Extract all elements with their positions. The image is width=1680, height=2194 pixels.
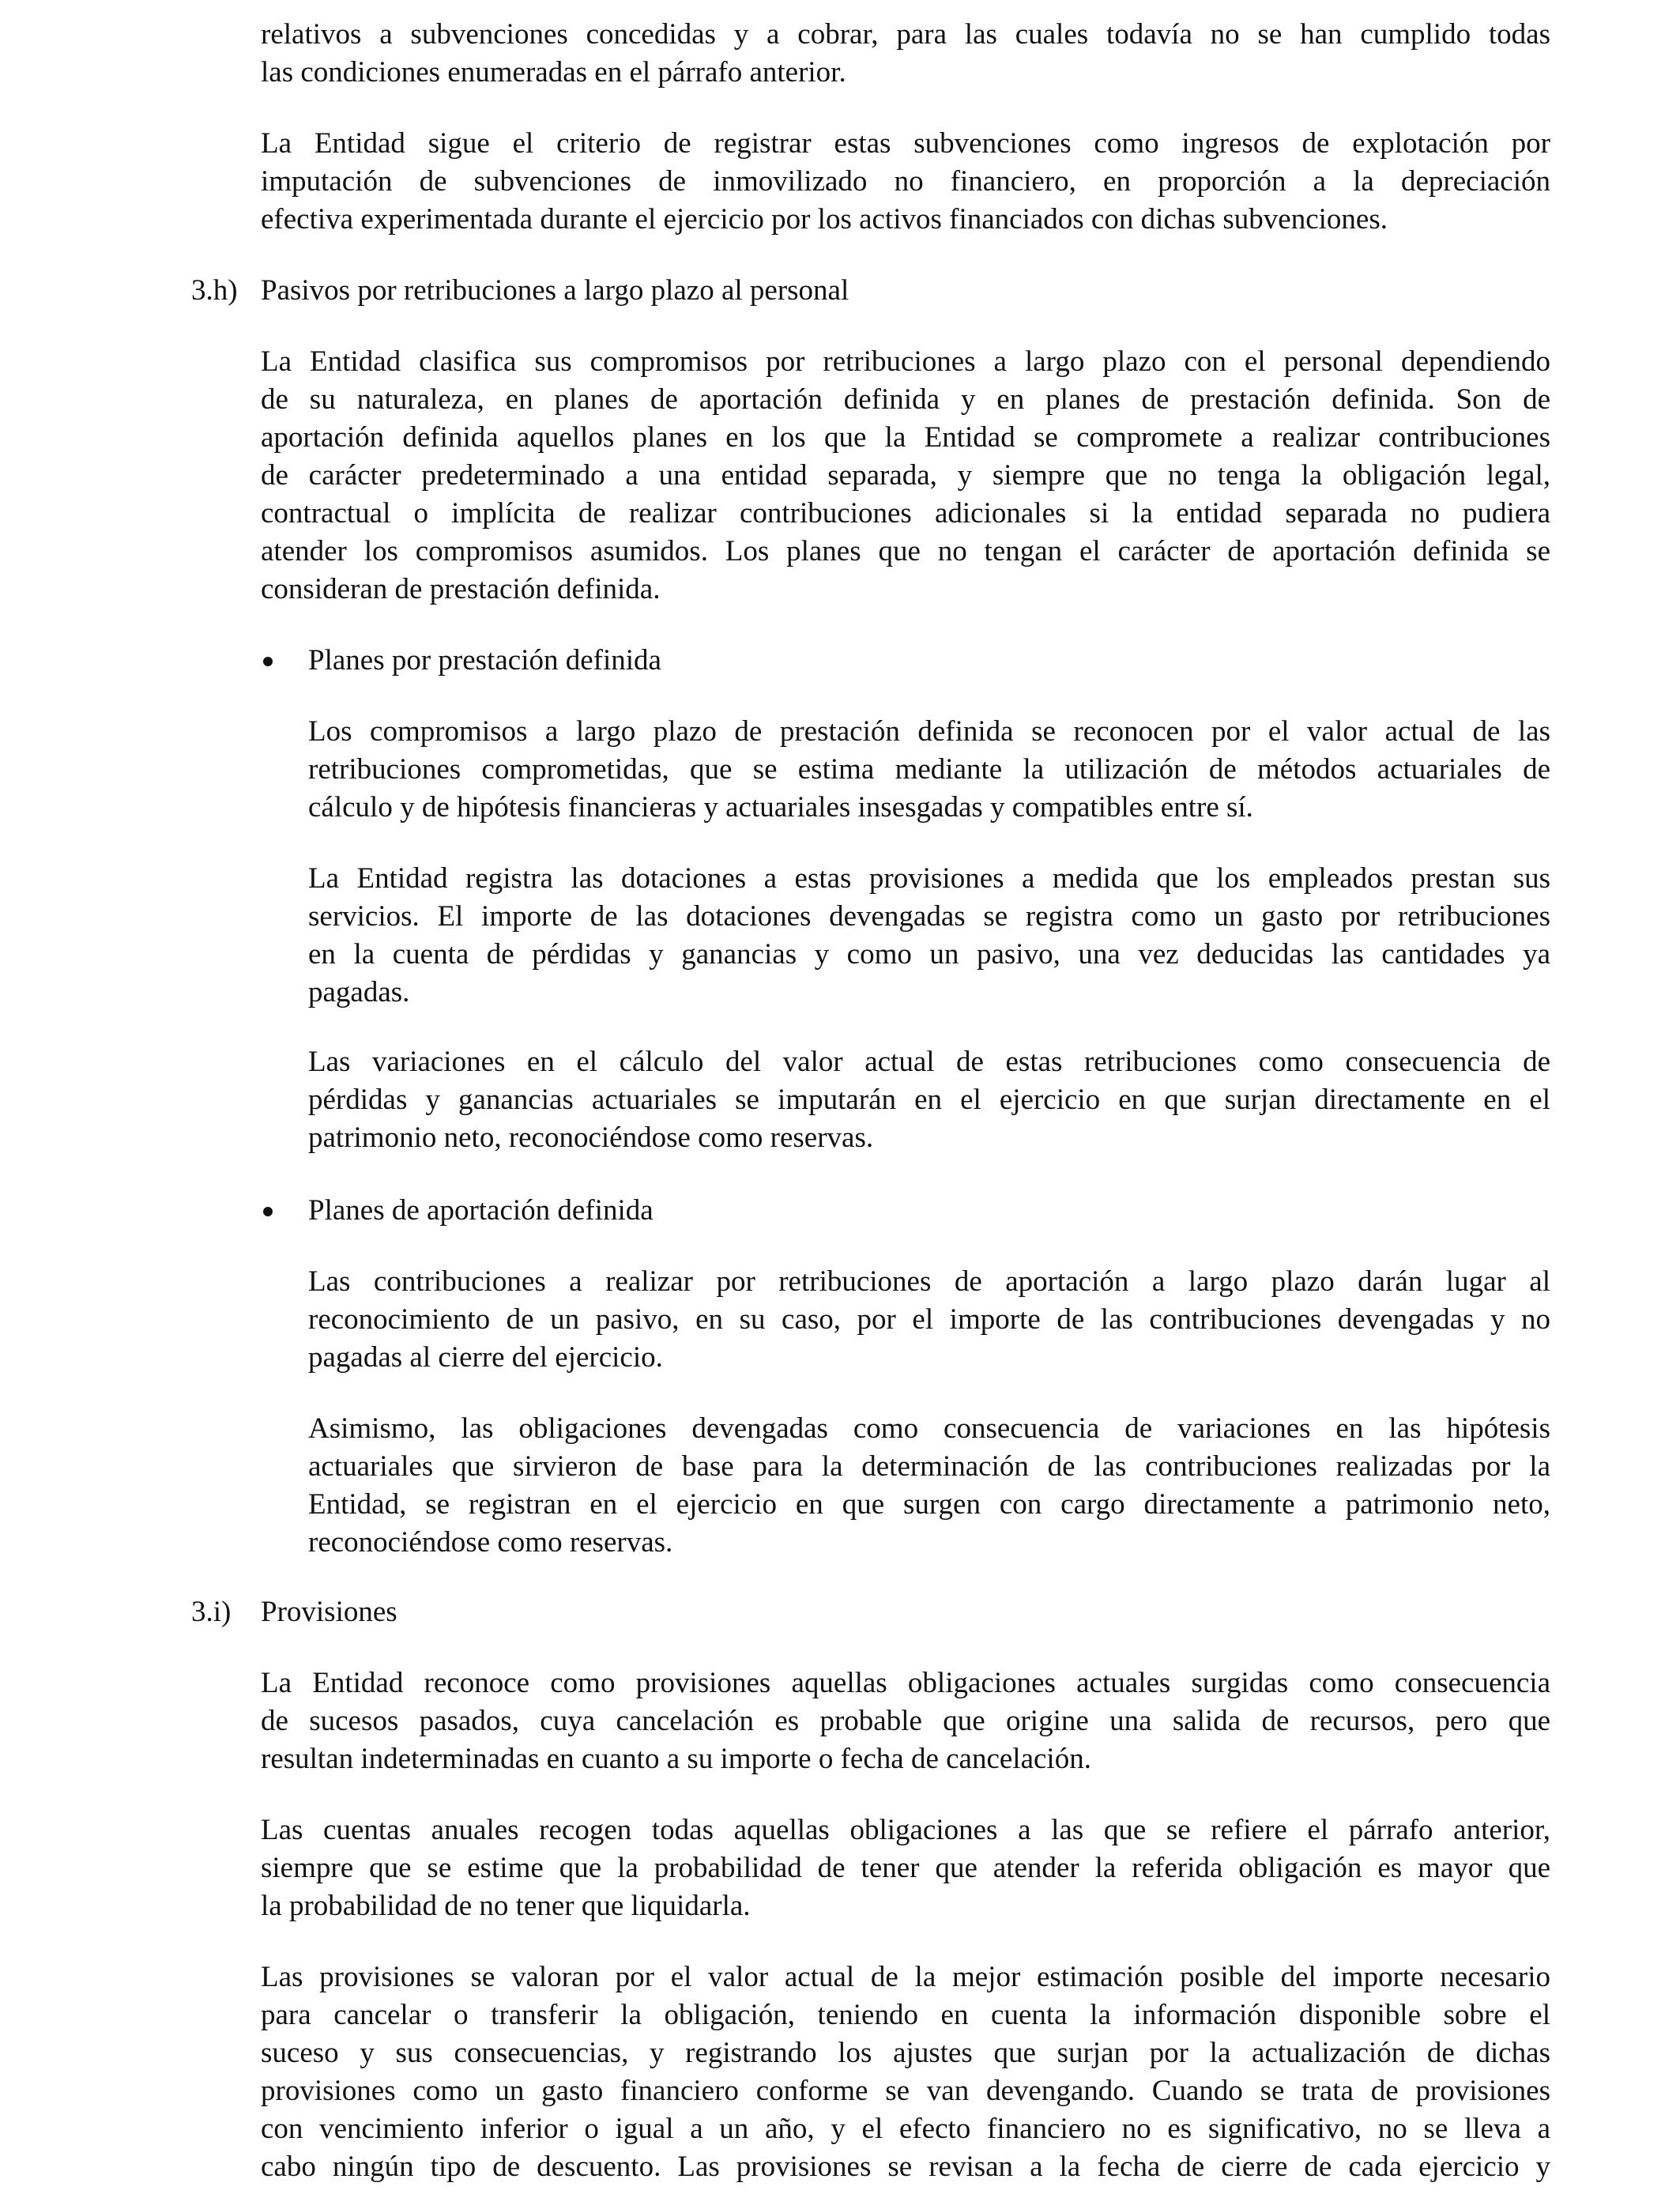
text-line: Asimismo, las obligaciones devengadas como consecuencia de variaciones en las hipótesis	[308, 1412, 1550, 1445]
text-line: cálculo y de hipótesis financieras y actuariales insesgadas y compatibles entre sí.	[308, 791, 1253, 824]
text-line: resultan indeterminadas en cuanto a su importe o fecha de cancelación.	[261, 1743, 1091, 1775]
paragraph-reconoce-provisiones	[261, 1664, 1550, 1778]
paragraph-variaciones-calculo	[308, 1043, 1550, 1157]
text-line: atender los compromisos asumidos. Los planes que no tengan el carácter de aportación definida se	[261, 535, 1550, 567]
text-line: Las variaciones en el cálculo del valor actual de estas retribuciones como consecuencia de	[308, 1046, 1550, 1078]
paragraph-subvenciones-continuation	[261, 16, 1550, 92]
text-line: cabo ningún tipo de descuento. Las provisiones se revisan a la fecha de cierre de cada ejercicio y	[261, 2151, 1550, 2183]
text-line: La Entidad reconoce como provisiones aquellas obligaciones actuales surgidas como consecuencia	[261, 1667, 1550, 1699]
text-line: efectiva experimentada durante el ejercicio por los activos financiados con dichas subvenciones.	[261, 203, 1388, 236]
section-heading-3h	[0, 272, 1680, 310]
bullet-icon	[263, 1207, 273, 1216]
paragraph-dotaciones	[308, 860, 1550, 1012]
text-line: pérdidas y ganancias actuariales se imputarán en el ejercicio en que surjan directamente en el	[308, 1084, 1550, 1116]
text-line: pagadas al cierre del ejercicio.	[308, 1341, 663, 1374]
text-line: Las provisiones se valoran por el valor actual de la mejor estimación posible del importe necesario	[261, 1961, 1550, 1993]
section-number: 3.h)	[191, 274, 238, 307]
text-line: Los compromisos a largo plazo de prestación definida se reconocen por el valor actual de las	[308, 715, 1550, 748]
paragraph-cuentas-anuales	[261, 1811, 1550, 1925]
text-line: La Entidad clasifica sus compromisos por retribuciones a largo plazo con el personal dependiendo	[261, 345, 1550, 378]
section-title: Provisiones	[261, 1596, 397, 1628]
text-line: imputación de subvenciones de inmovilizado no financiero, en proporción a la depreciación	[261, 165, 1550, 198]
paragraph-obligaciones-devengadas	[308, 1410, 1550, 1562]
text-line: Entidad, se registran en el ejercicio en que surgen con cargo directamente a patrimonio neto,	[308, 1488, 1550, 1521]
bullet-text: Planes de aportación definida	[308, 1194, 654, 1227]
text-line: Las cuentas anuales recogen todas aquellas obligaciones a las que se refiere el párrafo anterior,	[261, 1814, 1550, 1846]
section-number: 3.i)	[191, 1596, 232, 1628]
paragraph-contribuciones	[308, 1263, 1550, 1377]
bullet-item-prestacion-definida	[0, 642, 1680, 680]
bullet-item-aportacion-definida	[0, 1192, 1680, 1230]
text-line: reconocimiento de un pasivo, en su caso, por el importe de las contribuciones devengadas y no	[308, 1303, 1550, 1336]
text-line: aportación definida aquellos planes en los que la Entidad se compromete a realizar contribuciones	[261, 421, 1550, 454]
text-line: de su naturaleza, en planes de aportación definida y en planes de prestación definida. Son de	[261, 383, 1550, 416]
text-line: servicios. El importe de las dotaciones devengadas se registra como un gasto por retribuciones	[308, 900, 1550, 933]
text-line: para cancelar o transferir la obligación, teniendo en cuenta la información disponible sobre el	[261, 1999, 1550, 2031]
section-title: Pasivos por retribuciones a largo plazo al personal	[261, 274, 849, 307]
text-line: Las contribuciones a realizar por retribuciones de aportación a largo plazo darán lugar al	[308, 1265, 1550, 1298]
text-line: suceso y sus consecuencias, y registrando los ajustes que surjan por la actualización de dichas	[261, 2037, 1550, 2069]
bullet-text: Planes por prestación definida	[308, 644, 661, 677]
text-line: siempre que se estime que la probabilidad de tener que atender la referida obligación es mayor que	[261, 1852, 1550, 1884]
text-line: reconociéndose como reservas.	[308, 1526, 673, 1559]
text-line: relativos a subvenciones concedidas y a cobrar, para las cuales todavía no se han cumplido todas	[261, 18, 1550, 51]
text-line: patrimonio neto, reconociéndose como reservas.	[308, 1122, 874, 1154]
text-line: las condiciones enumeradas en el párrafo anterior.	[261, 56, 846, 89]
text-line: la probabilidad de no tener que liquidarla.	[261, 1890, 751, 1922]
text-line: consideran de prestación definida.	[261, 573, 661, 605]
paragraph-valoracion-provisiones	[261, 1958, 1550, 2186]
text-line: provisiones como un gasto financiero conforme se van devengando. Cuando se trata de provisiones	[261, 2075, 1550, 2107]
text-line: La Entidad sigue el criterio de registrar estas subvenciones como ingresos de explotación por	[261, 127, 1550, 160]
text-line: contractual o implícita de realizar contribuciones adicionales si la entidad separada no pudiera	[261, 497, 1550, 530]
text-line: con vencimiento inferior o igual a un año, y el efecto financiero no es significativo, no se lleva a	[261, 2113, 1550, 2145]
text-line: La Entidad registra las dotaciones a estas provisiones a medida que los empleados prestan sus	[308, 862, 1550, 895]
text-line: pagadas.	[308, 976, 410, 1008]
paragraph-criterio-subvenciones	[261, 125, 1550, 239]
text-line: de carácter predeterminado a una entidad separada, y siempre que no tenga la obligación legal,	[261, 459, 1550, 492]
text-line: actuariales que sirvieron de base para la determinación de las contribuciones realizadas por la	[308, 1450, 1550, 1483]
text-line: retribuciones comprometidas, que se estima mediante la utilización de métodos actuariales de	[308, 753, 1550, 786]
section-heading-3i	[0, 1593, 1680, 1631]
text-line: de sucesos pasados, cuya cancelación es probable que origine una salida de recursos, pero que	[261, 1705, 1550, 1737]
paragraph-compromisos-prestacion	[308, 713, 1550, 827]
bullet-icon	[263, 657, 273, 666]
text-line: en la cuenta de pérdidas y ganancias y como un pasivo, una vez deducidas las cantidades ya	[308, 938, 1550, 971]
paragraph-clasificacion-compromisos	[261, 343, 1550, 609]
